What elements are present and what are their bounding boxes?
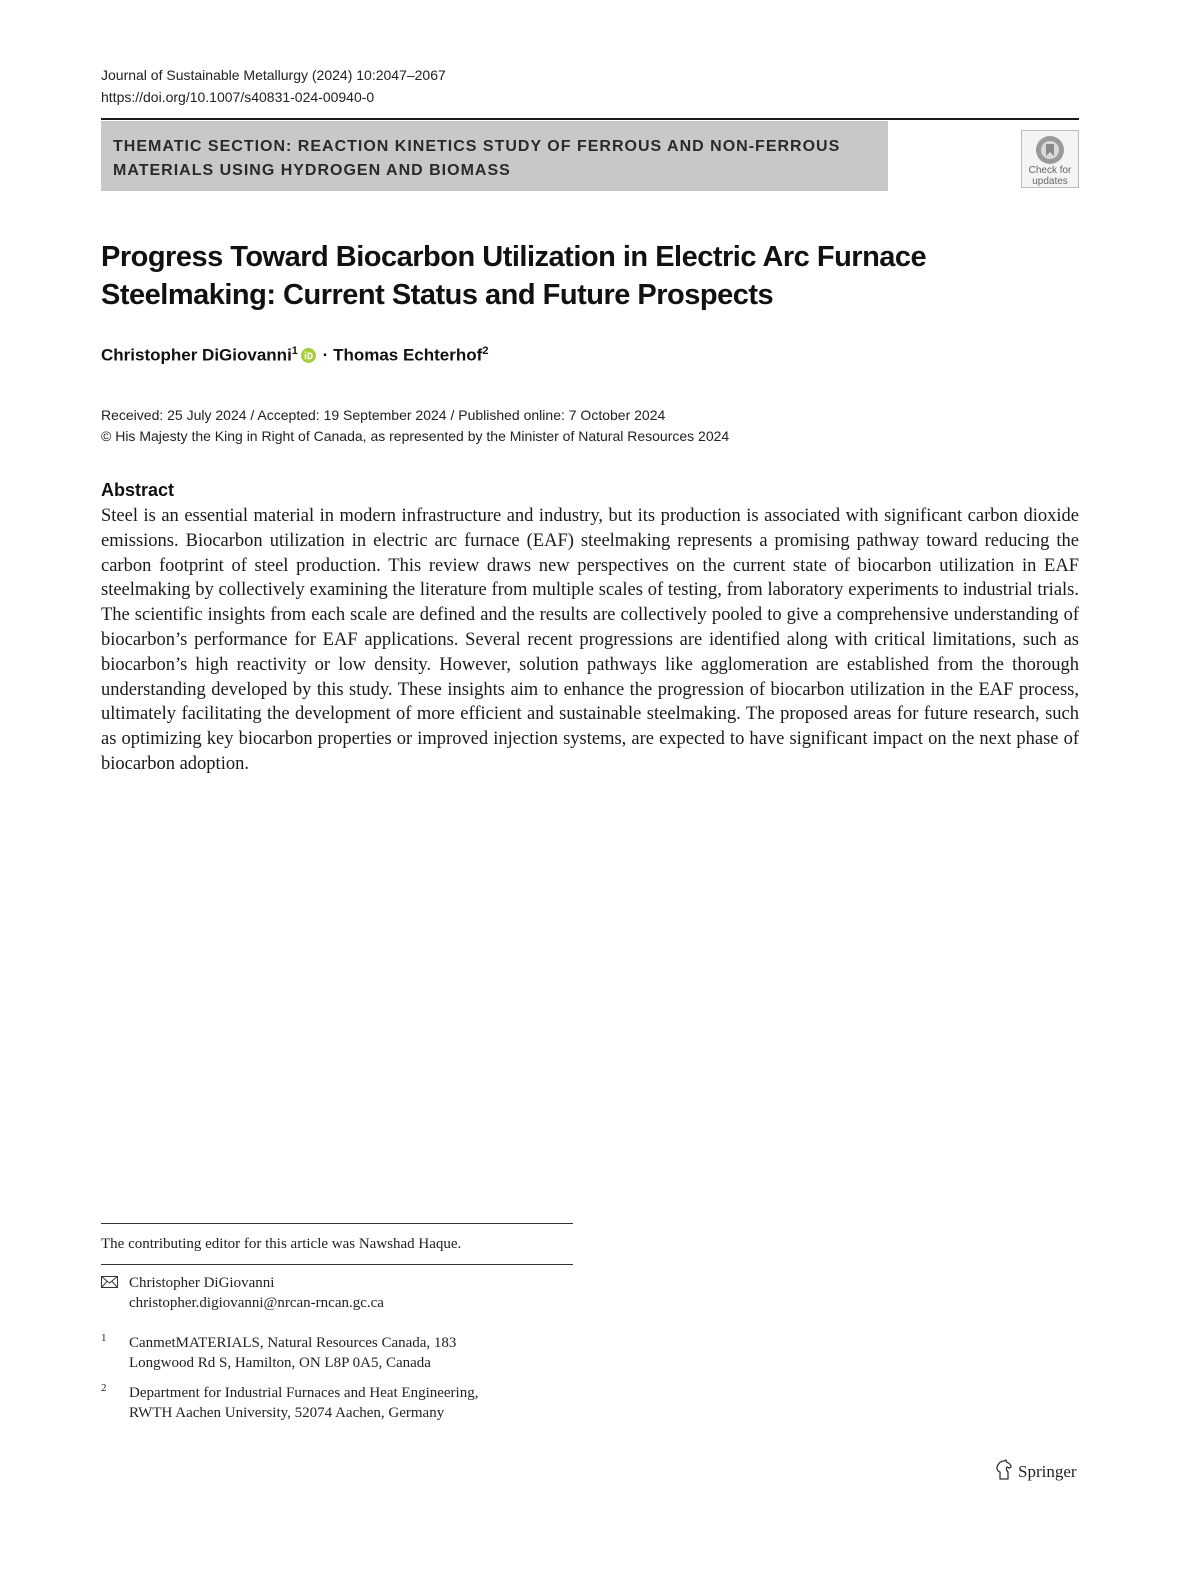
orcid-icon[interactable] xyxy=(301,348,316,368)
affiliation-2-number: 2 xyxy=(101,1382,107,1394)
author-2[interactable]: Thomas Echterhof xyxy=(333,345,483,365)
publisher-logo[interactable] xyxy=(994,1459,1077,1482)
title-line-2: Steelmaking: Current Status and Future Prospects xyxy=(101,279,774,311)
author-2-affiliation: 2 xyxy=(482,345,489,357)
author-list xyxy=(101,345,488,368)
header-rule xyxy=(101,118,1079,120)
publisher-name: Springer xyxy=(1018,1462,1077,1481)
abstract-text: Steel is an essential material in modern infrastructure and industry, but its production is associated with significant carbon dioxide emissions. Biocarbon utilization in electric arc furnace (EAF) steelmaking represents a promising pathway toward reducing the carbon footprint of steel production. This review draws new perspectives on the current state of biocarbon utilization in EAF steelmaking by collectively examining the literature from multiple scales of testing, from laboratory experiments to industrial trials. The scientific insights from each scale are defined and the results are collectively pooled to give a comprehensive understanding of biocarbon’s performance for EAF applications. Several recent progressions are identified along with critical limitations, such as biocarbon’s high reactivity or low density. However, solution pathways like agglomeration are established from the thorough understanding developed by this study. These insights aim to enhance the progression of biocarbon utilization in the EAF process, ultimately facilitating the development of more efficient and sustainable steelmaking. The proposed areas for future research, such as optimizing key biocarbon properties or improved injection systems, are expected to have significant impact on the next phase of biocarbon adoption. xyxy=(101,506,1079,774)
footnote-rule-top xyxy=(101,1223,573,1224)
check-for-updates-icon xyxy=(1035,135,1065,165)
affiliation-2-line-1: Department for Industrial Furnaces and Heat Engineering, xyxy=(129,1385,479,1401)
author-1[interactable]: Christopher DiGiovanni xyxy=(101,345,292,365)
author-1-affiliation: 1 xyxy=(291,345,298,357)
affiliation-1-line-2: Longwood Rd S, Hamilton, ON L8P 0A5, Canada xyxy=(129,1355,431,1371)
springer-horse-icon xyxy=(994,1459,1014,1481)
affiliation-2-line-2: RWTH Aachen University, 52074 Aachen, Germany xyxy=(129,1405,445,1421)
affiliation-1-number: 1 xyxy=(101,1332,107,1344)
publication-dates xyxy=(101,405,729,447)
section-line-2: MATERIALS USING HYDROGEN AND BIOMASS xyxy=(113,162,511,179)
author-separator: · xyxy=(322,345,329,365)
article-title xyxy=(101,238,1001,314)
corresponding-author xyxy=(129,1273,384,1313)
corresponding-author-name: Christopher DiGiovanni xyxy=(129,1275,275,1291)
journal-citation: Journal of Sustainable Metallurgy (2024) 10:2047–2067 xyxy=(101,67,446,83)
envelope-icon[interactable] xyxy=(101,1276,118,1288)
corresponding-author-email[interactable]: christopher.digiovanni@nrcan-rncan.gc.ca xyxy=(129,1295,384,1311)
copyright-line: © His Majesty the King in Right of Canada, as represented by the Minister of Natural Resources 2024 xyxy=(101,428,730,444)
affiliation-1 xyxy=(129,1333,456,1373)
affiliation-1-line-1: CanmetMATERIALS, Natural Resources Canada, 183 xyxy=(129,1335,457,1351)
affiliation-2 xyxy=(129,1383,478,1423)
section-line-1: THEMATIC SECTION: REACTION KINETICS STUDY OF FERROUS AND NON-FERROUS xyxy=(113,138,841,155)
editor-note: The contributing editor for this article was Nawshad Haque. xyxy=(101,1236,462,1252)
abstract-heading: Abstract xyxy=(101,480,175,500)
history-dates: Received: 25 July 2024 / Accepted: 19 September 2024 / Published online: 7 October 2024 xyxy=(101,407,666,423)
title-line-1: Progress Toward Biocarbon Utilization in Electric Arc Furnace xyxy=(101,241,927,273)
footnote-rule-bottom xyxy=(101,1264,573,1265)
check-for-updates-badge[interactable] xyxy=(1021,130,1079,188)
journal-header xyxy=(101,64,446,108)
check-for-updates-label-2: updates xyxy=(1032,176,1068,187)
check-for-updates-label-1: Check for xyxy=(1028,165,1072,176)
thematic-section-banner xyxy=(101,121,888,191)
doi-link[interactable]: https://doi.org/10.1007/s40831-024-00940-0 xyxy=(101,89,375,105)
